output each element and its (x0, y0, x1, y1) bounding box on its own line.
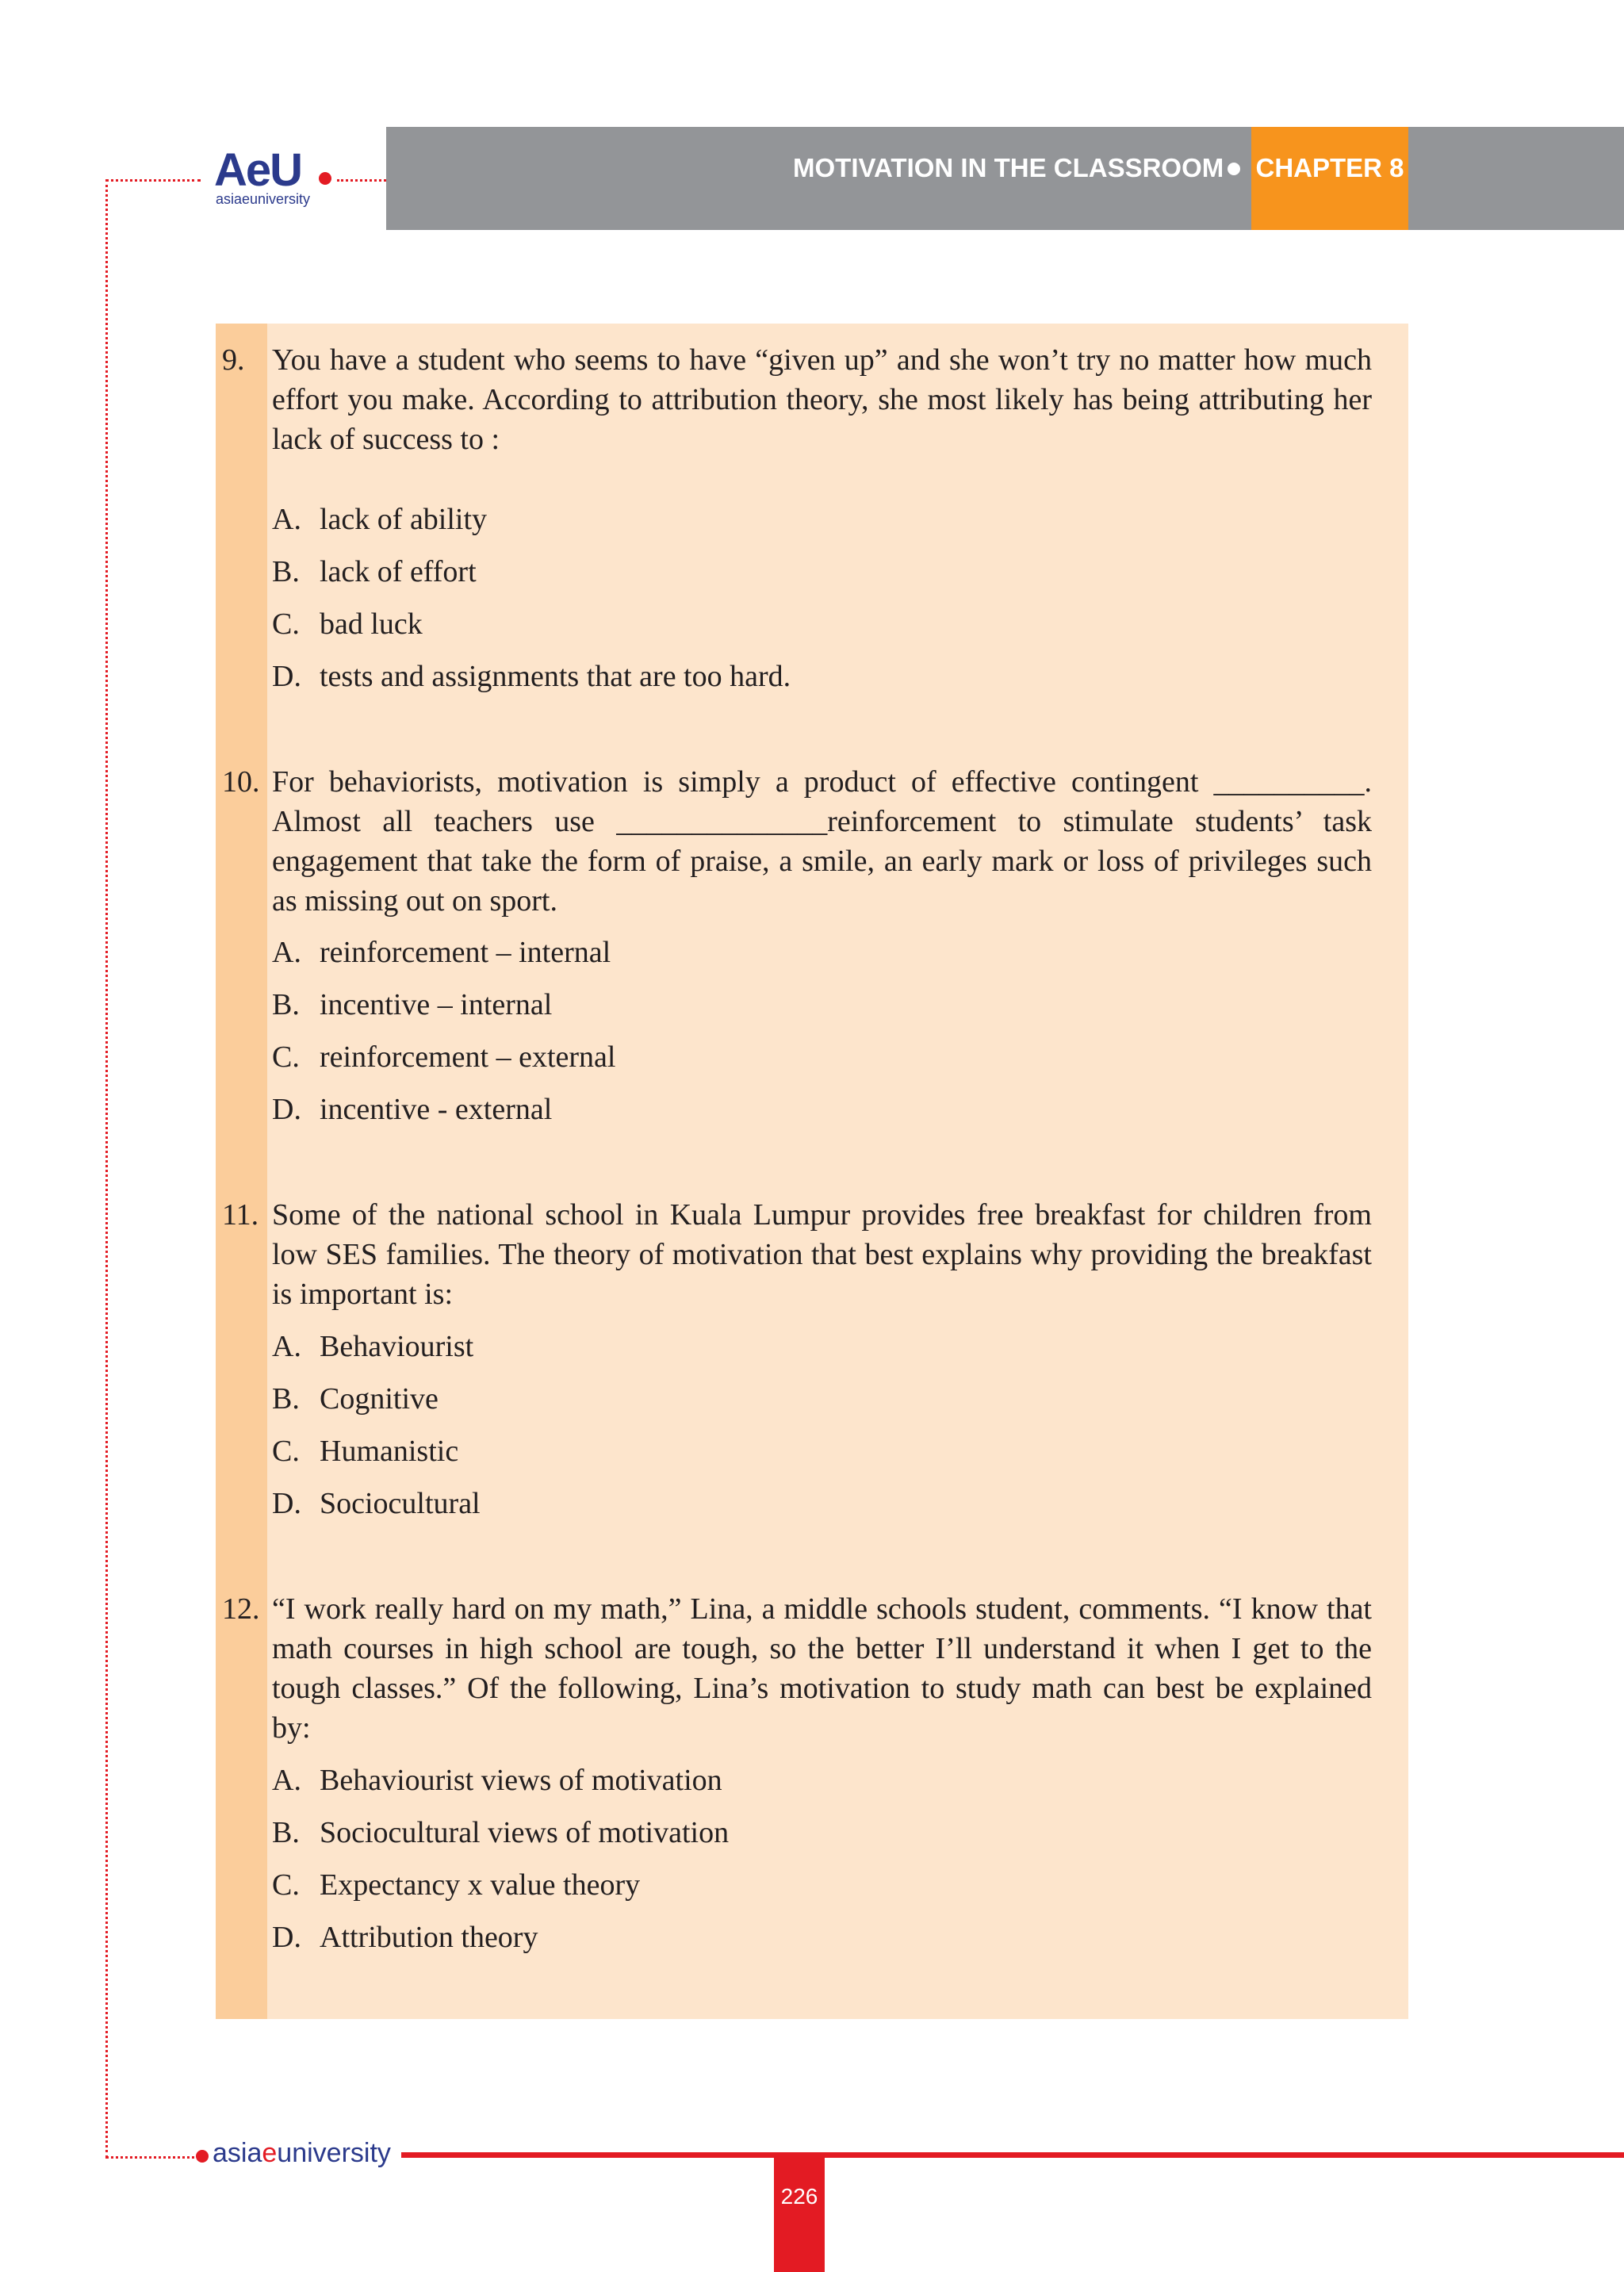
question-11-option-c (272, 1431, 458, 1471)
footer-brand (213, 2136, 391, 2170)
chapter-badge (1251, 127, 1408, 230)
option-text: lack of ability (320, 503, 488, 536)
question-number: 11. (222, 1198, 259, 1232)
option-letter: A. (272, 1330, 301, 1363)
dotted-rule-bottom (105, 2156, 201, 2159)
dotted-rule-top-right (337, 179, 386, 182)
question-11-option-d (272, 1484, 481, 1523)
option-letter: C. (272, 607, 300, 641)
chapter-label: CHAPTER 8 (1255, 153, 1404, 182)
option-text: Attribution theory (320, 1921, 538, 1954)
question-10-option-a (272, 933, 611, 972)
question-11-option-a (272, 1327, 473, 1366)
option-letter: B. (272, 988, 300, 1021)
footer-brand-suffix: university (277, 2138, 391, 2168)
header-bullet (1228, 163, 1240, 175)
question-9-option-d (272, 657, 791, 696)
option-text: Expectancy x value theory (320, 1868, 641, 1902)
footer-brand-prefix: asia (213, 2138, 262, 2168)
question-panel-strip (216, 324, 267, 2019)
option-letter: C. (272, 1868, 300, 1902)
logo-red-dot (319, 172, 331, 185)
option-letter: A. (272, 1764, 301, 1797)
question-text: You have a student who seems to have “given up” and she won’t try no matter how much effort you make. According to attribution theory, she most likely has being attributing her lack of success to : (272, 343, 1372, 456)
question-text: Some of the national school in Kuala Lumpur provides free breakfast for children from low SES families. The theory of motivation that best explains why providing the breakfast is important is: (272, 1198, 1372, 1311)
option-text: Behaviourist (320, 1330, 474, 1363)
page-number: 226 (780, 2184, 818, 2209)
footer-brand-e: e (262, 2138, 278, 2168)
option-text: reinforcement – internal (320, 936, 611, 969)
question-10-option-d (272, 1090, 552, 1129)
option-text: Behaviourist views of motivation (320, 1764, 722, 1797)
option-letter: A. (272, 936, 301, 969)
question-9-option-a (272, 500, 487, 539)
option-text: tests and assignments that are too hard. (320, 660, 791, 693)
logo-subtitle: asiaeuniversity (216, 191, 311, 207)
option-letter: B. (272, 1816, 300, 1849)
question-number: 10. (222, 765, 260, 799)
question-9-option-b (272, 552, 477, 592)
aeu-logo (214, 144, 333, 210)
question-12-option-a (272, 1761, 722, 1800)
question-12-option-b (272, 1813, 729, 1852)
option-text: Sociocultural (320, 1487, 481, 1520)
option-letter: C. (272, 1435, 300, 1468)
option-letter: D. (272, 1487, 301, 1520)
option-text: incentive – internal (320, 988, 553, 1021)
option-text: bad luck (320, 607, 423, 641)
option-letter: D. (272, 1921, 301, 1954)
question-number: 9. (222, 343, 245, 377)
question-11-option-b (272, 1379, 439, 1419)
option-letter: D. (272, 1093, 301, 1126)
header-title: MOTIVATION IN THE CLASSROOM (793, 153, 1224, 182)
question-text: “I work really hard on my math,” Lina, a middle schools student, comments. “I know that math courses in high school are tough, so the better I’ll understand it when I get to the tough classes.” Of the following, Lina’s motivation to study math can best be explained by: (272, 1592, 1372, 1745)
question-12-option-c (272, 1865, 640, 1905)
footer-red-dot (196, 2150, 209, 2163)
question-text: For behaviorists, motivation is simply a product of effective contingent __________. Almost all teachers use ______________reinforcement to stimulate students’ task engagement that take the form of praise, a smile, an early mark or loss of privileges such as missing out on sport. (272, 765, 1372, 918)
option-letter: D. (272, 660, 301, 693)
option-text: lack of effort (320, 555, 477, 588)
option-letter: A. (272, 503, 301, 536)
option-text: incentive - external (320, 1093, 553, 1126)
question-10-option-b (272, 985, 552, 1025)
question-10-option-c (272, 1037, 615, 1077)
question-12-option-d (272, 1918, 538, 1957)
option-letter: B. (272, 1382, 300, 1416)
question-number: 12. (222, 1592, 260, 1626)
question-9-option-c (272, 604, 423, 644)
option-text: Humanistic (320, 1435, 459, 1468)
option-text: Cognitive (320, 1382, 439, 1416)
dotted-rule-left-margin (105, 179, 108, 2158)
option-text: reinforcement – external (320, 1040, 616, 1074)
option-text: Sociocultural views of motivation (320, 1816, 730, 1849)
page-number-box (774, 2152, 825, 2272)
dotted-rule-top-left (105, 179, 201, 182)
logo-mark: AeU (214, 144, 302, 196)
option-letter: B. (272, 555, 300, 588)
option-letter: C. (272, 1040, 300, 1074)
footer-red-line (401, 2152, 1624, 2158)
